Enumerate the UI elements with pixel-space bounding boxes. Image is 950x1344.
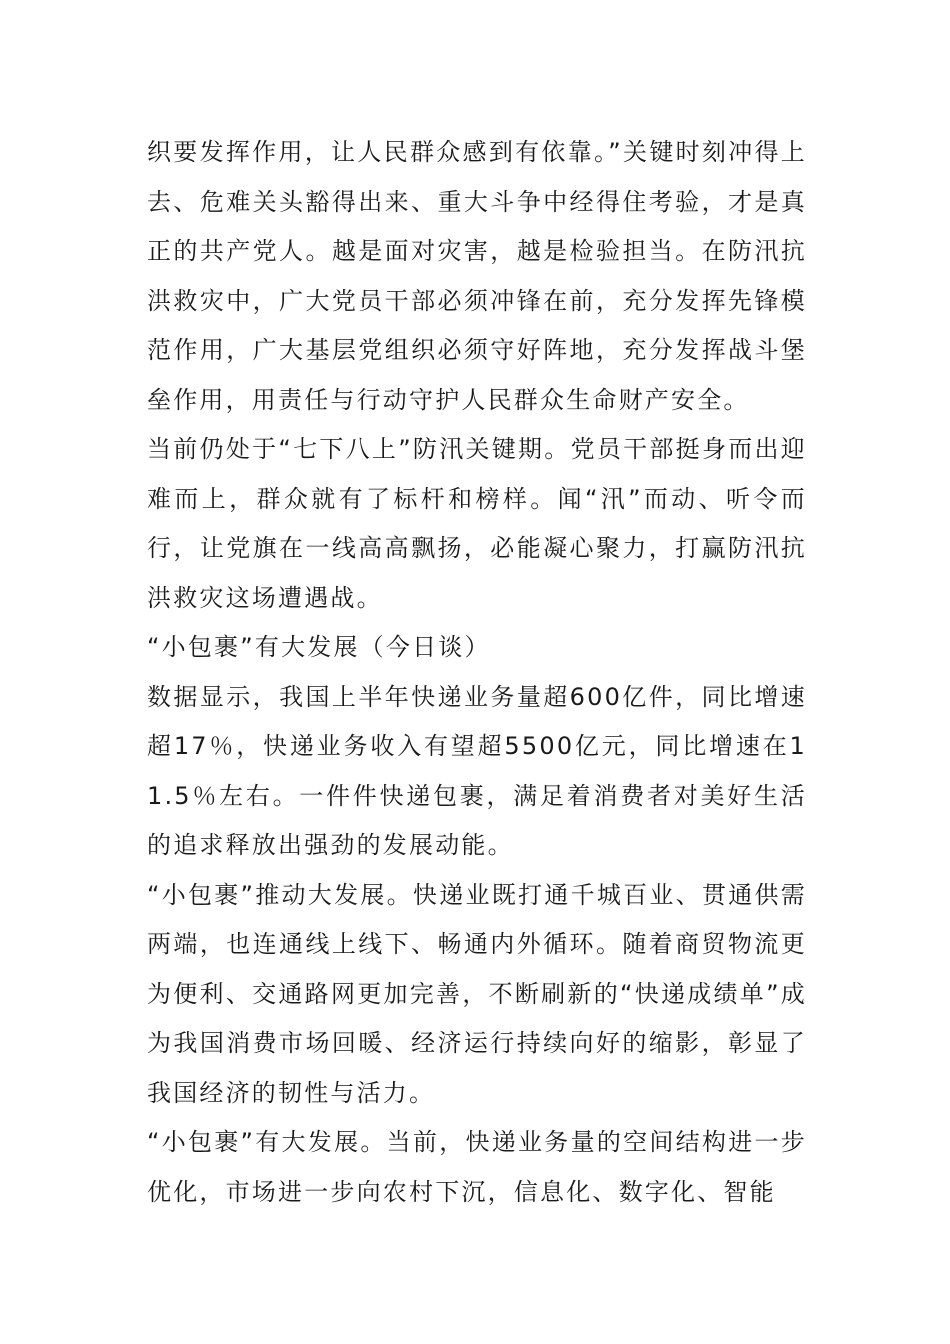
paragraph-express-development: “小包裹”推动大发展。快递业既打通千城百业、贯通供需两端，也连通线上线下、畅通内外循环。随着商贸物流更为便利、交通路网更加完善，不断刷新的“快递成绩单”成为我国消费市场回暖、经济运行持续向好的缩影，彰显了我国经济的韧性与活力。 bbox=[147, 880, 807, 1107]
document-body bbox=[147, 128, 807, 1217]
paragraph-flood-control-continued: 织要发挥作用，让人民群众感到有依靠。”关键时刻冲得上去、危难关头豁得出来、重大斗争中经得住考验，才是真正的共产党人。越是面对灾害，越是检验担当。在防汛抗洪救灾中，广大党员干部必须冲锋在前，充分发挥先锋模范作用，广大基层党组织必须守好阵地，充分发挥战斗堡垒作用，用责任与行动守护人民群众生命财产安全。 bbox=[147, 138, 807, 414]
paragraph-express-structure: “小包裹”有大发展。当前，快递业务量的空间结构进一步优化，市场进一步向农村下沉，信息化、数字化、智能 bbox=[147, 1128, 807, 1206]
paragraph-express-data: 数据显示，我国上半年快递业务量超600亿件，同比增速超17％，快递业务收入有望超5500亿元，同比增速在11.5％左右。一件件快递包裹，满足着消费者对美好生活的追求释放出强劲的发展动能。 bbox=[147, 682, 807, 859]
paragraph-flood-season: 当前仍处于“七下八上”防汛关键期。党员干部挺身而出迎难而上，群众就有了标杆和榜样。闻“汛”而动、听令而行，让党旗在一线高高飘扬，必能凝心聚力，打赢防汛抗洪救灾这场遭遇战。 bbox=[147, 435, 807, 612]
article-title: “小包裹”有大发展（今日谈） bbox=[147, 633, 491, 661]
